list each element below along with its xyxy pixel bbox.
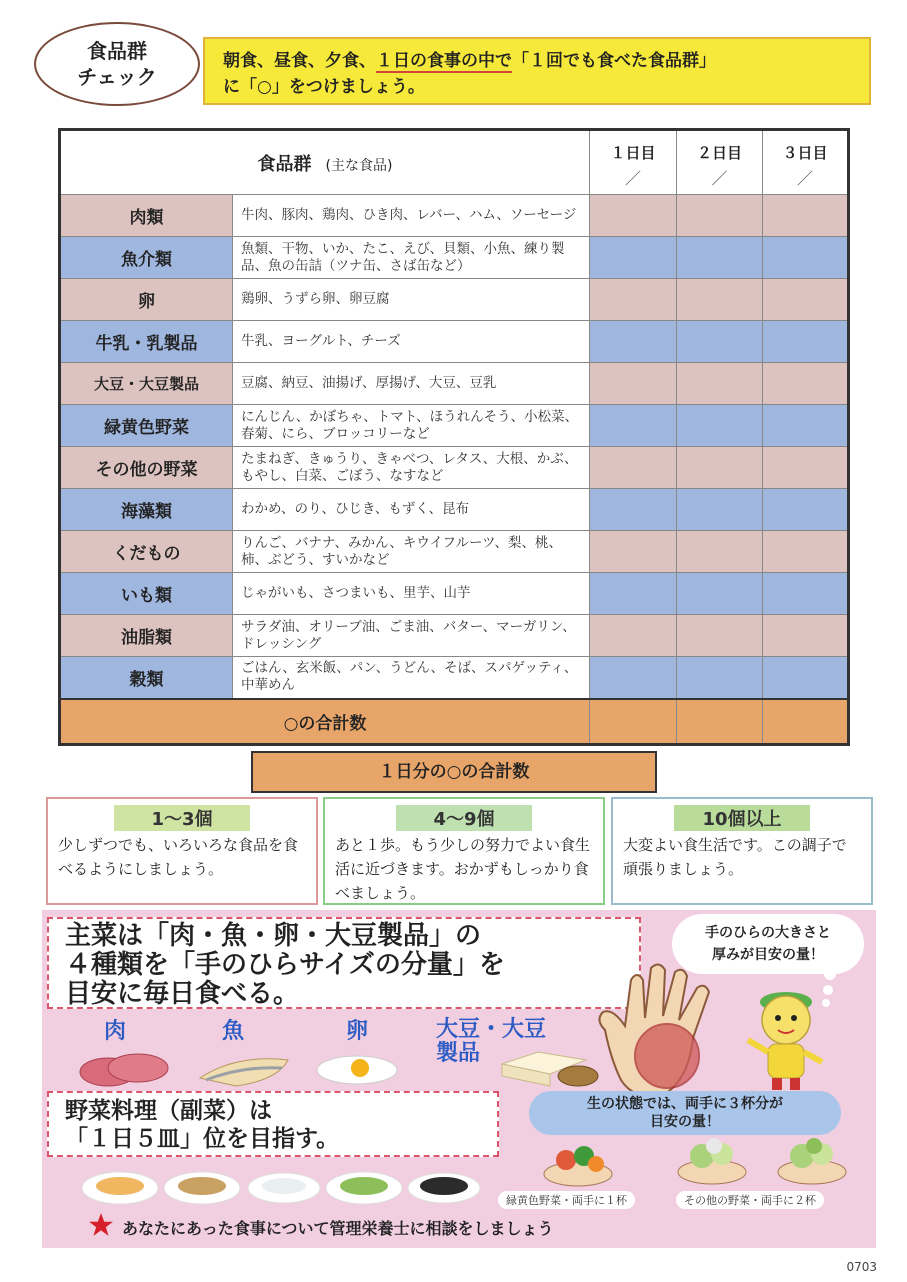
check-cell[interactable]	[590, 279, 677, 321]
check-cell[interactable]	[763, 363, 849, 405]
items-grains: ごはん、玄米飯、パン、うどん、そば、スパゲッティ、中華めん	[233, 657, 590, 699]
green-yellow-veg-hands-icon	[538, 1140, 618, 1188]
hands-caption-green: 緑黄色野菜・両手に１杯	[498, 1191, 635, 1209]
score-box-high	[611, 797, 873, 905]
score-box-mid	[323, 797, 605, 905]
hands-caption-other: その他の野菜・両手に２杯	[676, 1191, 824, 1209]
check-cell[interactable]	[677, 573, 763, 615]
table-header-food-group: 食品群 (主な食品)	[60, 130, 590, 195]
table-row-soy	[60, 363, 849, 405]
check-cell[interactable]	[677, 363, 763, 405]
category-egg: 卵	[60, 279, 233, 321]
table-row-potato	[60, 573, 849, 615]
raw-amount-bubble: 生の状態では、両手に３杯分が 目安の量！	[529, 1091, 841, 1135]
mascot-character-icon	[742, 984, 832, 1096]
table-row-grains	[60, 657, 849, 699]
check-cell[interactable]	[590, 405, 677, 447]
category-fats: 油脂類	[60, 615, 233, 657]
category-seafood: 魚介類	[60, 237, 233, 279]
items-dairy: 牛乳、ヨーグルト、チーズ	[233, 321, 590, 363]
items-seaweed: わかめ、のり、ひじき、もずく、昆布	[233, 489, 590, 531]
check-cell[interactable]	[763, 447, 849, 489]
category-dairy: 牛乳・乳製品	[60, 321, 233, 363]
score-range: 4～9個	[396, 805, 532, 831]
check-cell[interactable]	[677, 237, 763, 279]
category-soy: 大豆・大豆製品	[60, 363, 233, 405]
check-cell[interactable]	[590, 195, 677, 237]
total-row	[60, 699, 849, 745]
table-row-dairy	[60, 321, 849, 363]
category-fruit: くだもの	[60, 531, 233, 573]
daily-total-title: １日分の○の合計数	[251, 751, 657, 793]
instruction-post: 「１回でも食べた食品群」	[512, 51, 716, 71]
side-dishes-icon	[80, 1168, 480, 1208]
soy-label: 大豆・大豆 製品	[436, 1017, 547, 1066]
table-row-seafood	[60, 237, 849, 279]
check-cell[interactable]	[763, 405, 849, 447]
category-seaweed: 海藻類	[60, 489, 233, 531]
check-cell[interactable]	[763, 489, 849, 531]
items-fats: サラダ油、オリーブ油、ごま油、バター、マーガリン、ドレッシング	[233, 615, 590, 657]
total-label: ○の合計数	[60, 699, 590, 745]
star-icon	[88, 1212, 114, 1238]
items-potato: じゃがいも、さつまいも、里芋、山芋	[233, 573, 590, 615]
food-group-table	[58, 128, 850, 746]
table-row-meat	[60, 195, 849, 237]
vegetable-guidance: 野菜料理（副菜）は 「１日５皿」位を目指す。	[47, 1091, 499, 1157]
main-dish-guidance: 主菜は「肉・魚・卵・大豆製品」の ４種類を「手のひらサイズの分量」を 目安に毎日食べる。	[47, 917, 641, 1009]
items-other-veg: たまねぎ、きゅうり、きゃべつ、レタス、大根、かぶ、もやし、白菜、ごぼう、なすなど	[233, 447, 590, 489]
table-row-egg	[60, 279, 849, 321]
table-header-day-1: １日目 ／	[590, 130, 677, 195]
fried-egg-icon	[314, 1052, 400, 1086]
check-cell[interactable]	[677, 657, 763, 699]
category-green-yellow-veg: 緑黄色野菜	[60, 405, 233, 447]
check-cell[interactable]	[590, 237, 677, 279]
score-range: 10個以上	[674, 805, 810, 831]
check-cell[interactable]	[763, 195, 849, 237]
items-meat: 牛肉、豚肉、鶏肉、ひき肉、レバー、ハム、ソーセージ	[233, 195, 590, 237]
table-header-day-2: ２日目 ／	[677, 130, 763, 195]
table-row-fats	[60, 615, 849, 657]
instruction-line2: に「○」をつけましょう。	[223, 77, 425, 97]
table-header-sub: (主な食品)	[325, 157, 393, 174]
check-cell[interactable]	[590, 573, 677, 615]
advice-text: あなたにあった食事について管理栄養士に相談をしましょう	[122, 1219, 554, 1238]
category-other-veg: その他の野菜	[60, 447, 233, 489]
score-message: 少しずつでも、いろいろな食品を食べるようにしましょう。	[58, 836, 299, 878]
tofu-natto-icon	[498, 1040, 602, 1090]
category-potato: いも類	[60, 573, 233, 615]
egg-label: 卵	[346, 1019, 369, 1044]
check-cell[interactable]	[677, 279, 763, 321]
total-cell-day-1[interactable]	[590, 699, 677, 745]
check-cell[interactable]	[677, 531, 763, 573]
check-cell[interactable]	[763, 321, 849, 363]
check-cell[interactable]	[677, 195, 763, 237]
total-cell-day-2[interactable]	[677, 699, 763, 745]
check-cell[interactable]	[763, 615, 849, 657]
meat-slices-icon	[76, 1048, 176, 1090]
table-row-other-veg	[60, 447, 849, 489]
meat-label: 肉	[104, 1019, 127, 1044]
check-cell[interactable]	[590, 657, 677, 699]
fish-fillet-icon	[196, 1050, 296, 1090]
items-seafood: 魚類、干物、いか、たこ、えび、貝類、小魚、練り製品、魚の缶詰（ツナ缶、さば缶など）	[233, 237, 590, 279]
check-cell[interactable]	[763, 573, 849, 615]
check-cell[interactable]	[677, 321, 763, 363]
fish-label: 魚	[222, 1019, 245, 1044]
check-cell[interactable]	[590, 531, 677, 573]
check-cell[interactable]	[677, 615, 763, 657]
check-cell[interactable]	[590, 489, 677, 531]
page-code: 0703	[846, 1260, 877, 1274]
check-cell[interactable]	[763, 531, 849, 573]
table-row-green-yellow-veg	[60, 405, 849, 447]
score-message: 大変よい食生活です。この調子で頑張りましょう。	[623, 836, 847, 878]
check-cell[interactable]	[590, 447, 677, 489]
check-cell[interactable]	[763, 657, 849, 699]
check-cell[interactable]	[677, 405, 763, 447]
score-box-low	[46, 797, 318, 905]
check-cell[interactable]	[590, 321, 677, 363]
instruction-highlight: １日の食事の中で	[376, 51, 512, 71]
check-cell[interactable]	[677, 447, 763, 489]
section-badge: 食品群 チェック	[34, 22, 200, 106]
items-green-yellow-veg: にんじん、かぼちゃ、トマト、ほうれんそう、小松菜、春菊、にら、ブロッコリーなど	[233, 405, 590, 447]
category-grains: 穀類	[60, 657, 233, 699]
check-cell[interactable]	[763, 279, 849, 321]
table-row-fruit	[60, 531, 849, 573]
table-row-seaweed	[60, 489, 849, 531]
score-message: あと１歩。もう少しの努力でよい食生活に近づきます。おかずもしっかり食べましょう。	[335, 836, 591, 902]
items-soy: 豆腐、納豆、油揚げ、厚揚げ、大豆、豆乳	[233, 363, 590, 405]
score-range: 1～3個	[114, 805, 250, 831]
items-fruit: りんご、バナナ、みかん、キウイフルーツ、梨、桃、柿、ぶどう、すいかなど	[233, 531, 590, 573]
check-cell[interactable]	[590, 363, 677, 405]
check-cell[interactable]	[590, 615, 677, 657]
hand-size-bubble: 手のひらの大きさと 厚みが目安の量！	[672, 914, 864, 974]
category-meat: 肉類	[60, 195, 233, 237]
other-veg-hands-icon-1	[672, 1136, 752, 1186]
total-cell-day-3[interactable]	[763, 699, 849, 745]
other-veg-hands-icon-2	[772, 1136, 852, 1186]
table-header-day-3: ３日目 ／	[763, 130, 849, 195]
check-cell[interactable]	[677, 489, 763, 531]
instruction-banner	[203, 37, 871, 105]
check-cell[interactable]	[763, 237, 849, 279]
instruction-pre: 朝食、昼食、夕食、	[223, 51, 376, 71]
items-egg: 鶏卵、うずら卵、卵豆腐	[233, 279, 590, 321]
palm-hand-icon	[585, 960, 745, 1110]
